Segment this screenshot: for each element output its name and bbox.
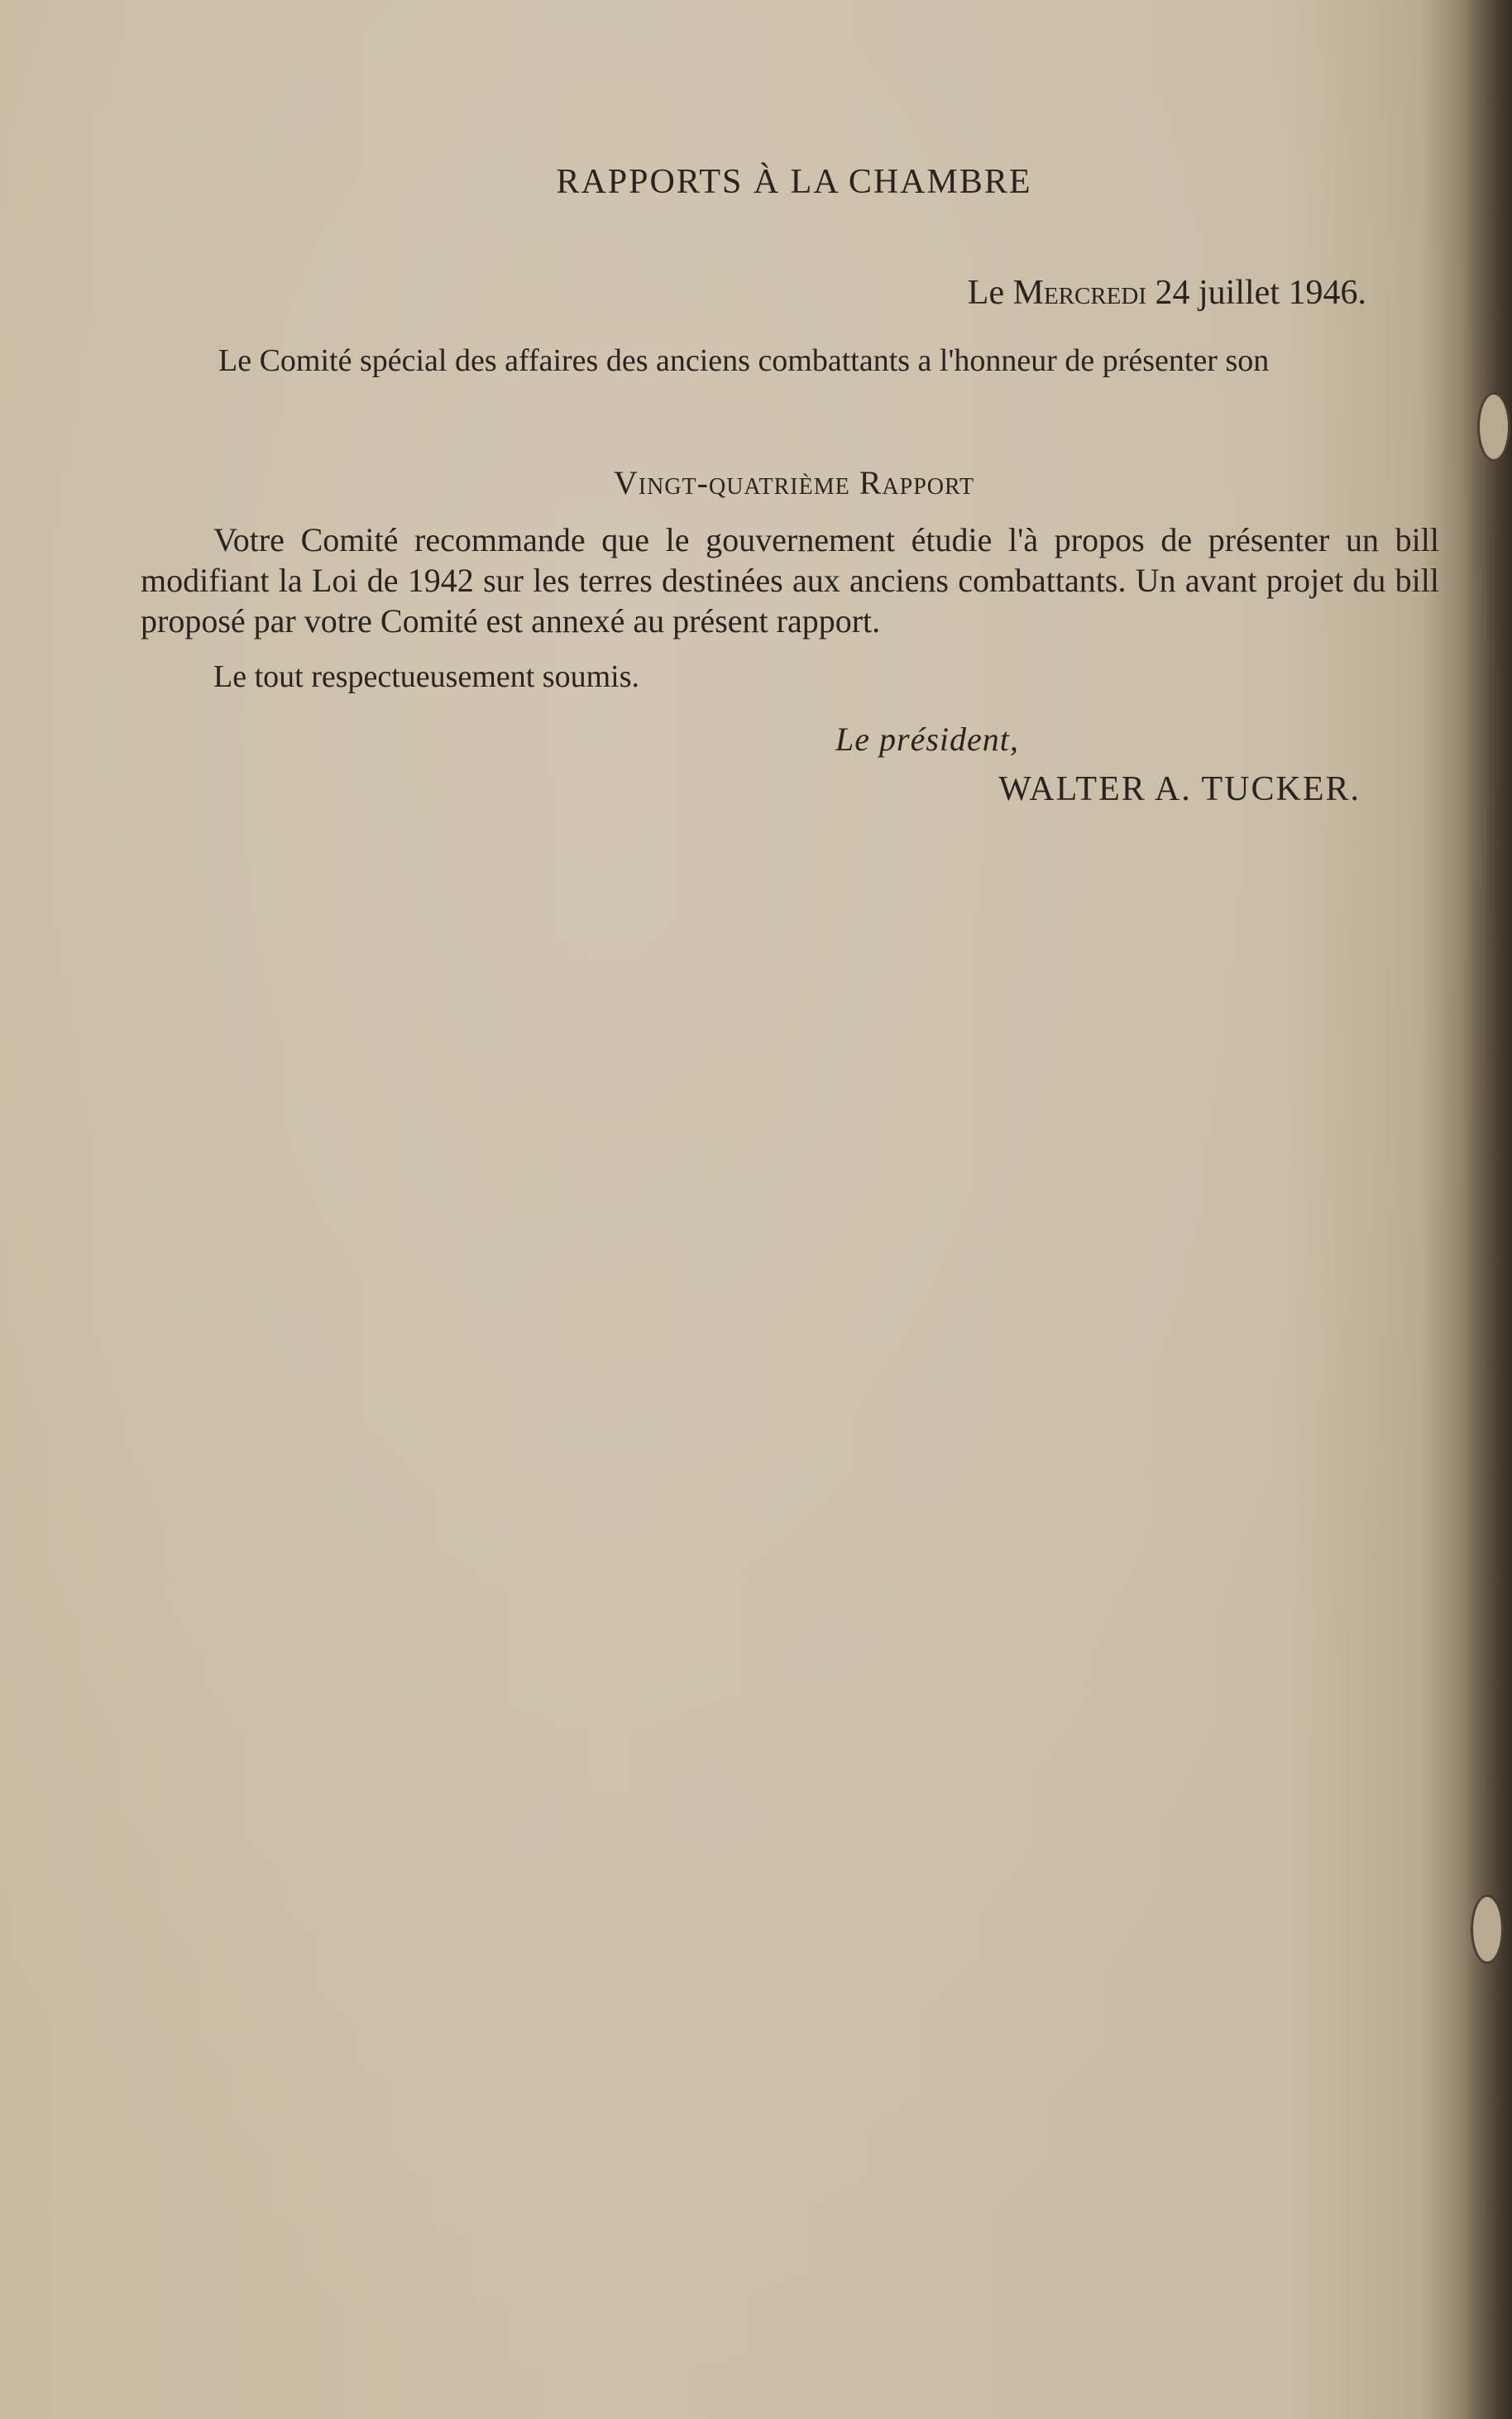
date-weekday: Mercredi (1012, 274, 1146, 312)
spine-shadow (1462, 0, 1512, 2419)
signature-name: WALTER A. TUCKER. (998, 770, 1361, 808)
date-rest: 24 juillet 1946. (1146, 274, 1366, 312)
date-prefix: Le (967, 274, 1013, 312)
signature-role: Le président, (835, 721, 1019, 758)
page-heading: RAPPORTS À LA CHAMBRE (556, 163, 1032, 201)
date-line (968, 273, 1366, 313)
binding-hole-top (1477, 392, 1510, 462)
body-paragraph: Votre Comité recommande que le gouvernement étudie l'à propos de présenter un bill modifiant la Loi de 1942 sur les terres destinées aux anciens combattants. Un avant projet du bill proposé par votre Comité est annexé au présent rapport. (141, 521, 1439, 639)
binding-hole-bottom (1471, 1894, 1504, 1964)
closing-line: Le tout respectueusement soumis. (213, 659, 639, 694)
intro-paragraph: Le Comité spécial des affaires des anciens combattants a l'honneur de présenter son (218, 343, 1270, 378)
report-title: Vingt-quatrième Rapport (613, 464, 975, 501)
